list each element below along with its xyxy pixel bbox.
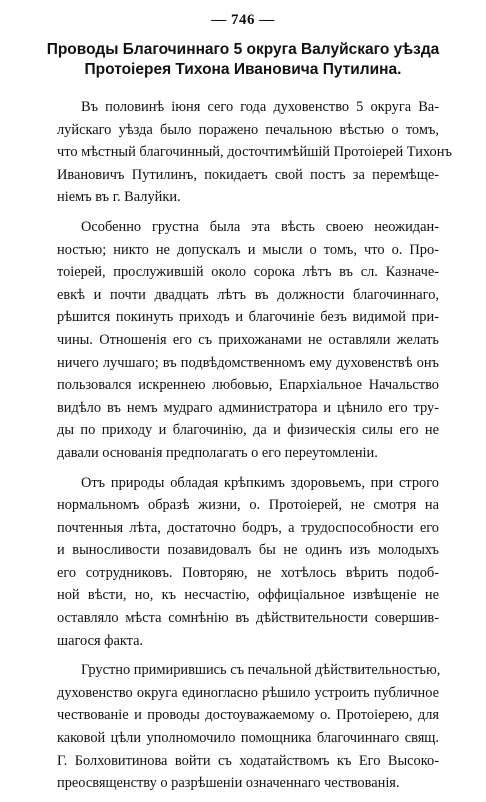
text-line: чествованіе и проводы достоуважаемому о. Протоіерею, для xyxy=(57,707,439,724)
text-line: видѣло въ немъ мудраго администратора и цѣнило его тру- xyxy=(57,399,439,416)
text-line: Отъ природы обладая крѣпкимъ здоровьемъ, при строго xyxy=(81,474,439,491)
text-line: рѣшится покинуть приходъ и благочиніе безъ видимой при- xyxy=(57,309,439,326)
text-line: чины. Отношенія его съ прихожанами не оставляли желать xyxy=(57,331,439,348)
title-line: Протоіерея Тихона Ивановича Путилина. xyxy=(84,61,402,78)
article-title xyxy=(34,40,452,80)
text-line: давали основанія предполагать о его переутомленіи. xyxy=(57,444,378,461)
text-line: и выносливости позавидовалъ бы не одинъ изъ молодыхъ xyxy=(57,542,439,559)
paragraph xyxy=(57,659,439,795)
text-line: Грустно примирившись съ печальной дѣйствительностью, xyxy=(81,662,441,679)
text-line: ніемъ въ г. Валуйки. xyxy=(57,189,181,206)
text-line: почтенныя лѣта, достаточно бодръ, а трудоспособности его xyxy=(57,519,439,536)
article-body xyxy=(57,96,452,802)
text-line: преосвященству о разрѣшеніи означеннаго чествованія. xyxy=(57,775,400,792)
text-line: духовенство округа единогласно рѣшило устроить публичное xyxy=(57,684,439,701)
text-line: его сотрудниковъ. Повторяю, не хотѣлось вѣрить подоб- xyxy=(57,564,439,581)
text-line: ностью; никто не допускалъ и мысли о томъ, что о. Про- xyxy=(57,241,439,258)
paragraph xyxy=(57,216,439,465)
text-line: пользовался искреннею любовью, Епархіальное Начальство xyxy=(57,377,439,394)
text-line: ной вѣсти, но, къ несчастію, оффиціальное извѣщеніе не xyxy=(57,587,439,604)
text-line: тоіерей, прослужившій около сорока лѣтъ въ сл. Казначе- xyxy=(57,264,439,281)
text-line: Г. Болховитинова войти съ ходатайствомъ къ Его Высоко- xyxy=(57,752,439,769)
page-number: — 746 — xyxy=(211,12,275,28)
text-line: Ивановичъ Путилинъ, покидаетъ свой постъ за перемѣще- xyxy=(57,166,439,183)
text-line: Въ половинѣ іюня сего года духовенство 5 округа Ва- xyxy=(81,99,439,115)
text-line: ничего лучшаго; въ подвѣдомственномъ ему духовенствѣ онъ xyxy=(57,354,439,371)
text-line: оставляло мѣста сомнѣнію въ дѣйствительности совершив- xyxy=(57,610,439,627)
text-line: каковой цѣли уполномочило помощника благочиннаго свящ. xyxy=(57,730,439,747)
text-line: ды по приходу и благочинію, да и физическія силы его не xyxy=(57,422,439,439)
text-line: евкѣ и почти двадцать лѣтъ въ должности благочиннаго, xyxy=(57,286,439,303)
text-line: что мѣстный благочинный, досточтимѣйшій Протоіерей Тихонъ xyxy=(57,144,452,161)
paragraph xyxy=(57,472,439,653)
text-line: нормальномъ образѣ жизни, о. Протоіерей, не смотря на xyxy=(57,497,439,514)
text-line: шагося факта. xyxy=(57,632,144,649)
title-line: Проводы Благочиннаго 5 округа Валуйскаго уѣзда xyxy=(46,41,440,58)
text-line: Особенно грустна была эта вѣсть своею неожидан- xyxy=(81,218,439,235)
paragraph xyxy=(57,96,452,209)
text-line: луйскаго уѣзда было пораженo печальною вѣстью о томъ, xyxy=(57,121,439,138)
